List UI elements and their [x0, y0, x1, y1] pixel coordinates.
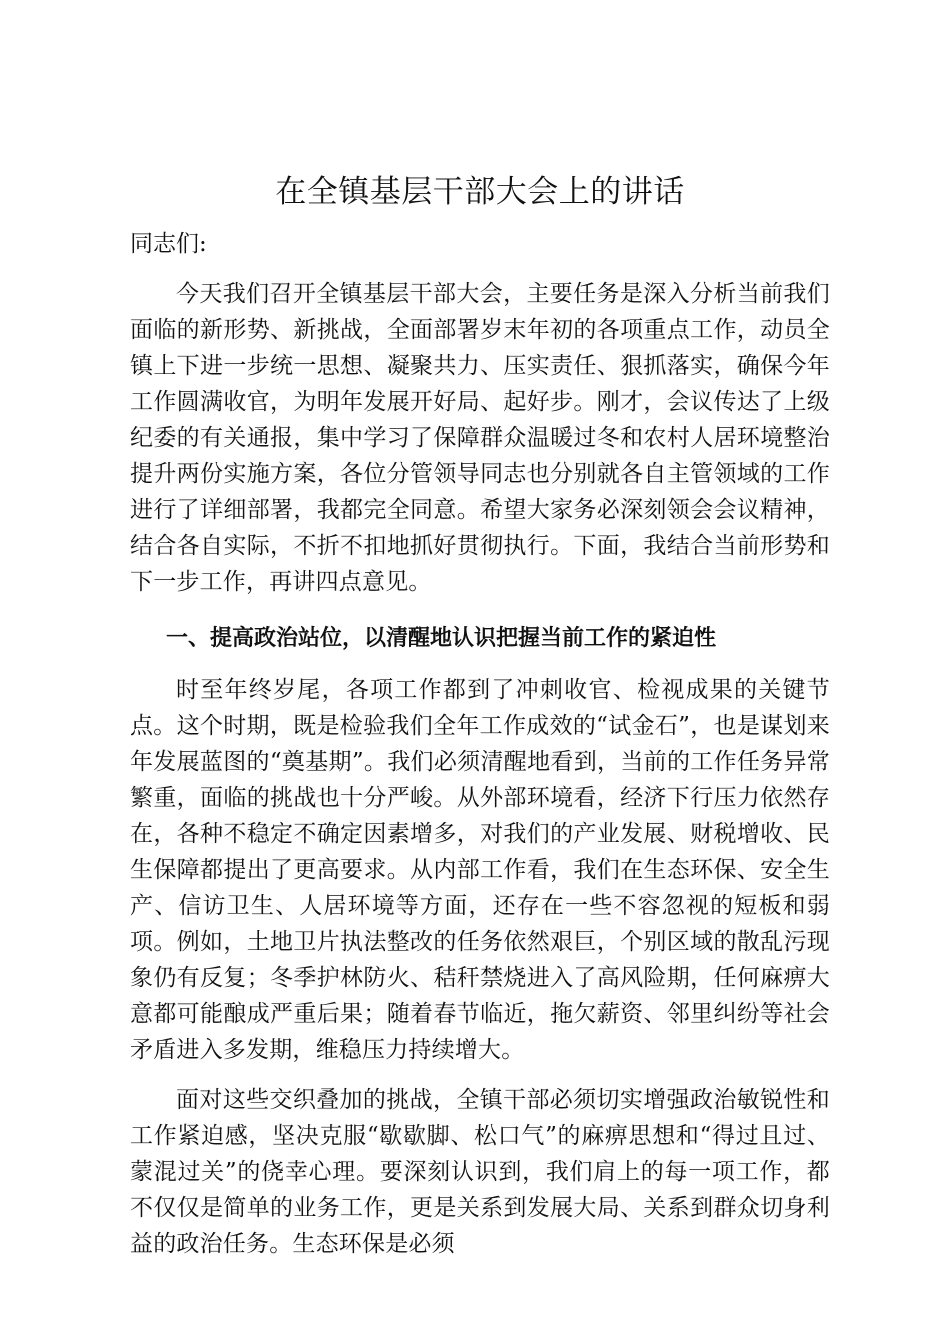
section-1-paragraph-1: 时至年终岁尾，各项工作都到了冲刺收官、检视成果的关键节点。这个时期，既是检验我们全年工作成效的“试金石”，也是谋划来年发展蓝图的“奠基期”。我们必须清醒地看到，当前的工作任务异常繁重，面临的挑战也十分严峻。从外部环境看，经济下行压力依然存在，各种不稳定不确定因素增多，对我们的产业发展、财税增收、民生保障都提出了更高要求。从内部工作看，我们在生态环保、安全生产、信访卫生、人居环境等方面，还存在一些不容忽视的短板和弱项。例如，土地卫片执法整改的任务依然艰巨，个别区域的散乱污现象仍有反复；冬季护林防火、秸秆禁烧进入了高风险期，任何麻痹大意都可能酿成严重后果；随着春节临近，拖欠薪资、邻里纠纷等社会矛盾进入多发期，维稳压力持续增大。 — [130, 677, 830, 1063]
section-1-heading: 一、提高政治站位，以清醒地认识把握当前工作的紧迫性 — [166, 625, 717, 651]
document-title: 在全镇基层干部大会上的讲话 — [275, 174, 685, 210]
intro-paragraph: 今天我们召开全镇基层干部大会，主要任务是深入分析当前我们面临的新形势、新挑战，全面部署岁末年初的各项重点工作，动员全镇上下进一步统一思想、凝聚共力、压实责任、狠抓落实，确保今年工作圆满收官，为明年发展开好局、起好步。刚才，会议传达了上级纪委的有关通报，集中学习了保障群众温暖过冬和农村人居环境整治提升两份实施方案，各位分管领导同志也分别就各自主管领域的工作进行了详细部署，我都完全同意。希望大家务必深刻领会会议精神，结合各自实际，不折不扣地抓好贯彻执行。下面，我结合当前形势和下一步工作，再讲四点意见。 — [130, 281, 830, 595]
salutation: 同志们: — [130, 231, 207, 257]
document-page — [130, 170, 830, 1276]
section-1-paragraph-2: 面对这些交织叠加的挑战，全镇干部必须切实增强政治敏锐性和工作紧迫感，坚决克服“歇歇脚、松口气”的麻痹思想和“得过且过、蒙混过关”的侥幸心理。要深刻认识到，我们肩上的每一项工作，都不仅仅是简单的业务工作，更是关系到发展大局、关系到群众切身利益的政治任务。生态环保是必须 — [130, 1087, 830, 1257]
